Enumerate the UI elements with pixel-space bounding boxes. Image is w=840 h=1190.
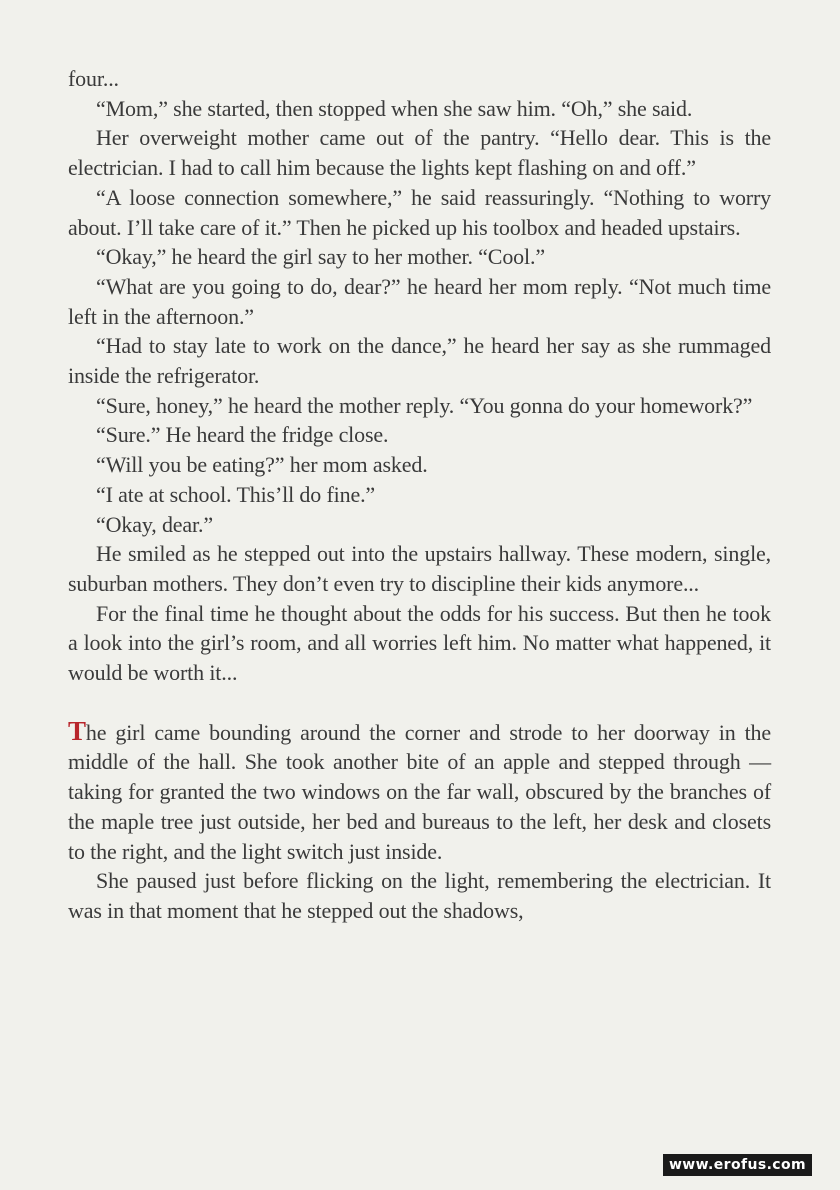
story-page — [68, 64, 771, 926]
paragraph: “Will you be eating?” her mom asked. — [96, 452, 428, 478]
paragraph: She paused just before flicking on the light, remembering the electrician. It was in that moment that he stepped out the shadows, — [68, 868, 771, 923]
paragraph: “Okay,” he heard the girl say to her mother. “Cool.” — [96, 244, 545, 270]
paragraph: “Sure, honey,” he heard the mother reply. “You gonna do your homework?” — [96, 392, 753, 418]
paragraph: “Mom,” she started, then stopped when she saw him. “Oh,” she said. — [96, 95, 693, 121]
paragraph: four... — [68, 66, 119, 91]
section-opening-paragraph — [68, 715, 771, 867]
paragraph: “Had to stay late to work on the dance,” he heard her say as she rummaged inside the refrigerator. — [68, 333, 771, 389]
paragraph-text: he girl came bounding around the corner and strode to her doorway in the middle of the hall. She took another bite of an apple and stepped through — taking for granted the two windows on the far wall, obscured by the branches of the maple tree just outside, her bed and bureaus to the left, her desk and closets to the right, and the light switch just inside. — [68, 719, 771, 864]
paragraph: “I ate at school. This’ll do fine.” — [96, 481, 376, 507]
paragraph: “A loose connection somewhere,” he said reassuringly. “Nothing to worry about. I’ll take care of it.” Then he picked up his toolbox and headed upstairs. — [68, 184, 771, 240]
paragraph: “Okay, dear.” — [96, 511, 213, 537]
paragraph: For the final time he thought about the odds for his success. But then he took a look into the girl’s room, and all worries left him. No matter what happened, it would be worth it... — [68, 600, 771, 686]
drop-cap: T — [68, 715, 86, 746]
paragraph: “What are you going to do, dear?” he heard her mom reply. “Not much time left in the afternoon.” — [68, 273, 771, 329]
paragraph: Her overweight mother came out of the pantry. “Hello dear. This is the electrician. I had to call him because the lights kept flashing on and off.” — [68, 125, 771, 181]
watermark: www.erofus.com — [663, 1154, 812, 1176]
paragraph: He smiled as he stepped out into the upstairs hallway. These modern, single, suburban mothers. They don’t even try to discipline their kids anymore... — [68, 541, 771, 596]
paragraph: “Sure.” He heard the fridge close. — [96, 422, 389, 448]
section-break — [68, 688, 771, 718]
